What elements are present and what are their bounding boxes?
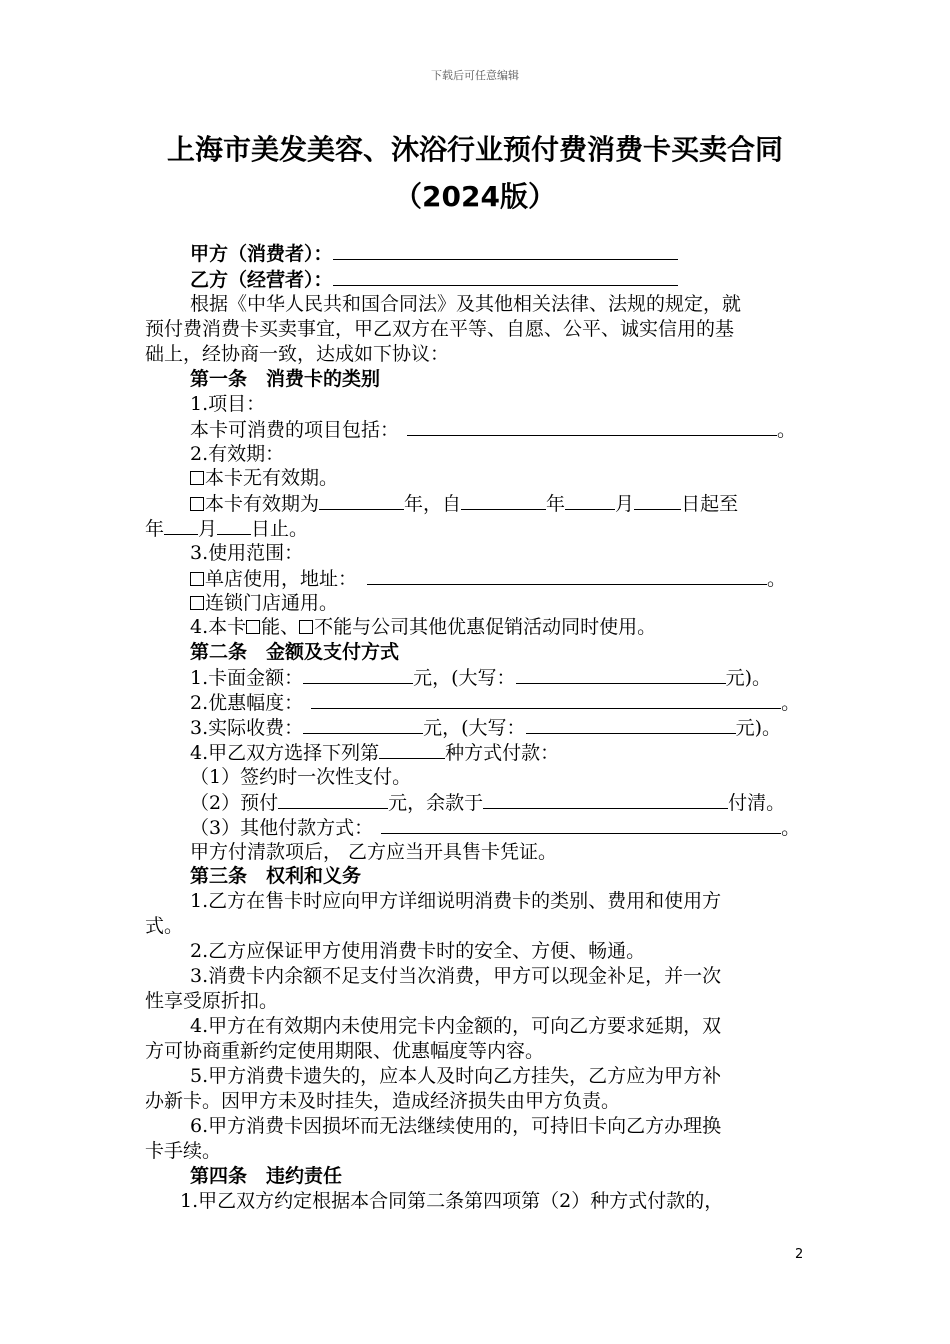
start-year-field[interactable] (461, 491, 546, 510)
intro-line-3: 础上，经协商一致，达成如下协议： (145, 343, 450, 365)
checkbox-icon[interactable] (299, 620, 313, 634)
option-no-period: 本卡无有效期。 (190, 466, 950, 491)
party-a-field[interactable] (333, 241, 678, 260)
article-3-line: 式。 (145, 915, 184, 937)
article-3-line: 2.乙方应保证甲方使用消费卡时的安全、方便、畅通。 (190, 940, 646, 962)
article-3-line: 卡手续。 (145, 1140, 222, 1162)
page-subtitle: （2024版） (394, 180, 556, 213)
party-b-label: 乙方（经营者）： (190, 269, 333, 291)
receipt-line: 甲方付清款项后， 乙方应当开具售卡凭证。 (190, 841, 558, 863)
article-3-line: 6.甲方消费卡因损坏而无法继续使用的，可持旧卡向乙方办理换 (190, 1115, 722, 1137)
party-a-line (190, 241, 950, 266)
article-3-line: 3.消费卡内余额不足支付当次消费，甲方可以现金补足，并一次 (190, 965, 722, 987)
actual-fee-line: 3.实际收费： 元，(大写： 元)。 (190, 717, 781, 739)
page-number: 2 (795, 1247, 804, 1262)
art1-item3: 3.使用范围： (190, 542, 304, 564)
checkbox-icon[interactable] (190, 497, 204, 511)
article-3-line: 办新卡。因甲方未及时挂失，造成经济损失由甲方负责。 (145, 1090, 621, 1112)
article-3-line: 方可协商重新约定使用期限、优惠幅度等内容。 (145, 1040, 545, 1062)
end-year-field[interactable] (164, 516, 198, 535)
balance-date-field[interactable] (483, 790, 728, 809)
article-3-line: 4.甲方在有效期内未使用完卡内金额的，可向乙方要求延期，双 (190, 1015, 722, 1037)
payment-option-2: （2）预付 元，余款于 付清。 (190, 792, 786, 814)
checkbox-icon[interactable] (190, 572, 204, 586)
store-address-field[interactable] (367, 566, 767, 585)
face-amount-caps-field[interactable] (516, 665, 726, 684)
article-4-line-1: 1.甲乙双方约定根据本合同第二条第四项第（2）种方式付款的， (180, 1190, 724, 1212)
option-chain-store: 连锁门店通用。 (190, 591, 950, 616)
discount-field[interactable] (311, 690, 781, 709)
art1-item1: 1.项目： (190, 393, 266, 415)
page-title: 上海市美发美容、沐浴行业预付费消费卡买卖合同 (166, 133, 783, 166)
article-4-heading: 第四条 违约责任 (190, 1165, 343, 1187)
party-b-field[interactable] (333, 267, 678, 286)
article-3-line: 1.乙方在售卡时应向甲方详细说明消费卡的类别、费用和使用方 (190, 890, 722, 912)
article-1-heading: 第一条 消费卡的类别 (190, 368, 381, 390)
face-amount-field[interactable] (303, 665, 413, 684)
payment-option-3: （3）其他付款方式： 。 (190, 817, 801, 839)
party-b-line (190, 267, 950, 292)
article-3-heading: 第三条 权利和义务 (190, 865, 362, 887)
period-years-field[interactable] (319, 491, 404, 510)
art1-item4: 4.本卡 能、 不能与公司其他优惠促销活动同时使用。 (190, 616, 657, 638)
checkbox-icon[interactable] (190, 596, 204, 610)
discount-line: 2.优惠幅度： 。 (190, 692, 801, 714)
actual-fee-caps-field[interactable] (526, 715, 736, 734)
payment-method-line: 4.甲乙双方选择下列第 种方式付款： (190, 742, 560, 764)
art1-item2: 2.有效期： (190, 443, 285, 465)
option-period-end: 年 月 日止。 (145, 518, 309, 540)
article-2-heading: 第二条 金额及支付方式 (190, 641, 400, 663)
other-payment-field[interactable] (381, 815, 781, 834)
intro-line-2: 预付费消费卡买卖事宜，甲乙双方在平等、自愿、公平、诚实信用的基 (145, 318, 735, 340)
end-month-field[interactable] (217, 516, 251, 535)
option-period: 本卡有效期为 年，自 年 月 日起至 (190, 491, 950, 516)
party-a-label: 甲方（消费者）： (190, 243, 333, 265)
face-amount-line: 1.卡面金额： 元，(大写： 元)。 (190, 667, 771, 689)
header-note: 下载后可任意编辑 (431, 69, 519, 82)
payment-method-field[interactable] (379, 740, 445, 759)
payment-option-1: （1）签约时一次性支付。 (190, 766, 412, 788)
prepay-amount-field[interactable] (278, 790, 388, 809)
art1-item1-detail: 本卡可消费的项目包括： 。 (190, 419, 797, 441)
checkbox-icon[interactable] (190, 471, 204, 485)
checkbox-icon[interactable] (246, 620, 260, 634)
start-day-field[interactable] (634, 491, 681, 510)
actual-fee-field[interactable] (303, 715, 423, 734)
project-field[interactable] (407, 417, 777, 436)
article-3-line: 性享受原折扣。 (145, 990, 279, 1012)
start-month-field[interactable] (565, 491, 615, 510)
option-single-store: 单店使用，地址： 。 (190, 566, 950, 591)
article-3-line: 5.甲方消费卡遗失的，应本人及时向乙方挂失，乙方应为甲方补 (190, 1065, 722, 1087)
intro-line-1: 根据《中华人民共和国合同法》及其他相关法律、法规的规定，就 (190, 293, 742, 315)
